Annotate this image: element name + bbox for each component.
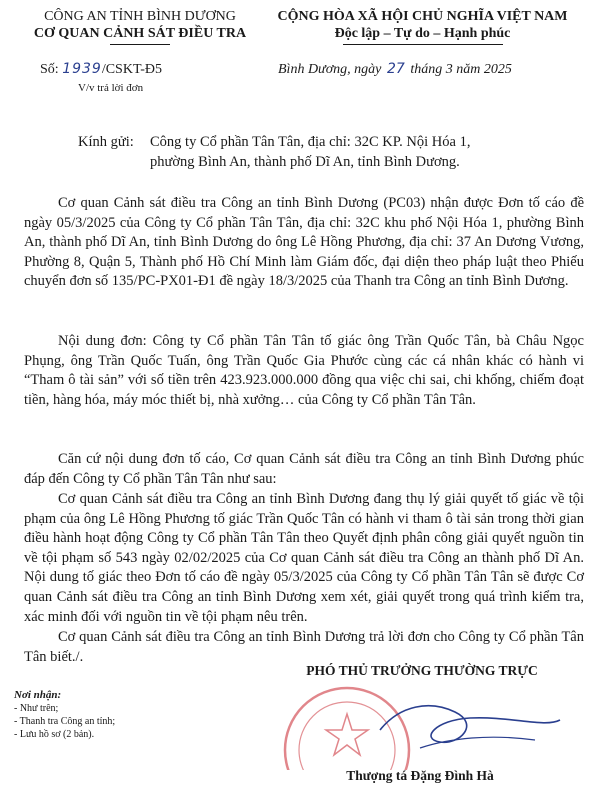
signer-title: PHÓ THỦ TRƯỞNG THƯỜNG TRỰC — [306, 663, 538, 678]
national-heading — [250, 8, 595, 45]
addressee-label: Kính gửi: — [78, 134, 134, 150]
addressee-line-1: Công ty Cổ phần Tân Tân, địa chỉ: 32C KP. Nội Hóa 1, — [150, 134, 471, 150]
addressee-line-2: phường Bình An, thành phố Dĩ An, tỉnh Bình Dương. — [150, 153, 460, 170]
document-number — [40, 61, 162, 78]
addressee — [78, 133, 578, 172]
recipient-item: - Thanh tra Công an tỉnh; — [14, 716, 116, 727]
recipients-title: Nơi nhận: — [14, 689, 62, 701]
paragraph-response: Cơ quan Cảnh sát điều tra Công an tỉnh Bình Dương đang thụ lý giải quyết tố giác về tội phạm của ông Lê Hồng Phương tố giác Trần Quốc Tân có hành vi tham ô tài sản trong thời gian điều hành hoạt động Công ty Cổ phần Tân Tân theo Quyết định phân công giải quyết nguồn tin về tội phạm số 543 ngày 02/02/2025 của Cơ quan Cảnh sát điều tra Công an thành phố Dĩ An. Nội dung tố giác theo Đơn tố cáo đề ngày 05/3/2025 của Công ty Cổ phần Tân Tân sẽ được Cơ quan Cảnh sát điều tra Công an tỉnh Bình Dương xem xét, giải quyết trong quá trình kiểm tra, xác minh đối với nguồn tin về tội phạm nêu trên. — [24, 491, 584, 625]
recipient-item: - Như trên; — [14, 703, 59, 714]
handwritten-number: 1939 — [62, 61, 102, 77]
recipients-list — [14, 689, 115, 741]
recipient-item: - Lưu hồ sơ (2 bản). — [14, 729, 95, 740]
nation-name: CỘNG HÒA XÃ HỘI CHỦ NGHĨA VIỆT NAM — [277, 9, 568, 24]
agency-name: CÔNG AN TỈNH BÌNH DƯƠNG — [44, 9, 236, 24]
header-left-rule — [110, 44, 170, 45]
handwritten-day: 27 — [386, 61, 405, 77]
paragraph-closing: Cơ quan Cảnh sát điều tra Công an tỉnh Bình Dương trả lời đơn cho Công ty Cổ phần Tân Tân biết./. — [24, 629, 584, 665]
date-line — [278, 61, 512, 78]
document-subject: V/v trả lời đơn — [78, 82, 144, 94]
paragraph-content: Nội dung đơn: Công ty Cổ phần Tân Tân tố giác ông Trần Quốc Tân, bà Châu Ngọc Phụng, ông Trần Quốc Tuấn, ông Trần Quốc Gia Phước cùng các cá nhân khác có hành vi “Tham ô tài sản” với số tiền trên 423.923.000.000 đồng qua việc chi sai, chi khống, chiếm đoạt tiền, hàng hóa, máy móc thiết bị, nhà xưởng… của Công ty Cổ phần Tân Tân. — [24, 333, 584, 408]
national-motto: Độc lập – Tự do – Hạnh phúc — [334, 26, 511, 41]
number-suffix: /CSKT-Đ5 — [101, 62, 162, 77]
paragraph-receipt: Cơ quan Cảnh sát điều tra Công an tỉnh Bình Dương (PC03) nhận được Đơn tố cáo đề ngày 05/3/2025 của Công ty Cổ phần Tân Tân, địa chỉ: 32C khu phố Nội Hóa 1, phường Bình An, thành phố Dĩ An, tỉnh Bình Dương do ông Lê Hồng Phương, địa chỉ: 37 An Dương Vương, Phường 8, Quận 5, Thành phố Hồ Chí Minh làm Giám đốc, đại diện theo pháp luật theo Phiếu chuyển đơn số 135/PC-PX01-Đ1 đề ngày 18/3/2025 của Thanh tra Công an tỉnh Bình Dương. — [24, 195, 584, 290]
header-right-rule — [343, 44, 503, 45]
signer-name: Thượng tá Đặng Đình Hà — [346, 768, 494, 783]
issuing-authority — [20, 8, 260, 45]
date-prefix: Bình Dương, ngày — [278, 62, 382, 77]
paragraph-basis: Căn cứ nội dung đơn tố cáo, Cơ quan Cảnh sát điều tra Công an tỉnh Bình Dương phúc đáp đến Công ty Cổ phần Tân Tân như sau: — [24, 451, 584, 487]
office-name: CƠ QUAN CẢNH SÁT ĐIỀU TRA — [33, 26, 247, 41]
handwritten-signature — [360, 690, 570, 770]
date-suffix: tháng 3 năm 2025 — [410, 62, 512, 77]
number-label: Số: — [40, 62, 59, 77]
